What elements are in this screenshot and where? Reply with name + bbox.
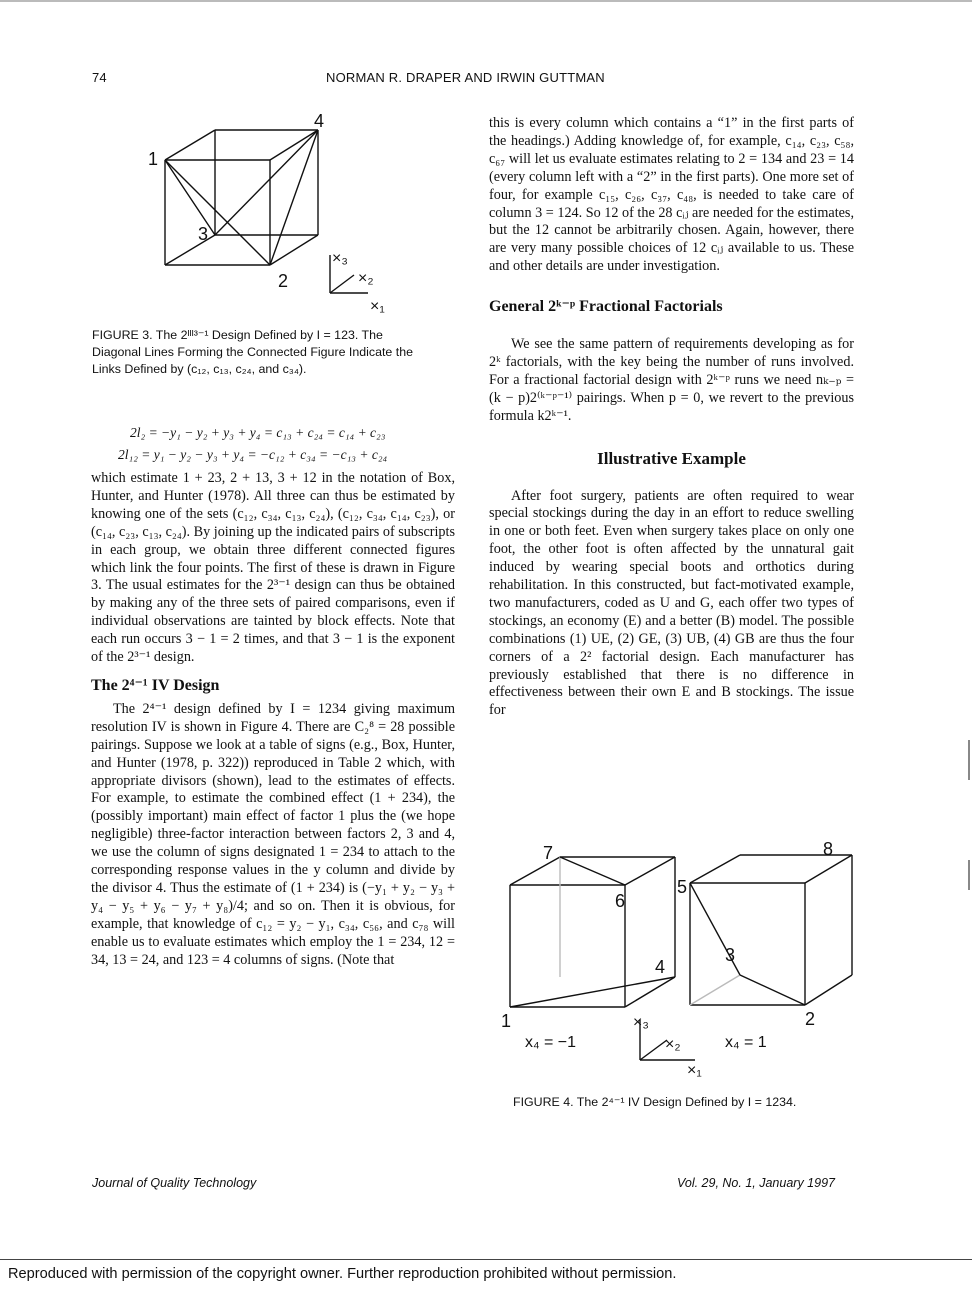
top-rule [0,0,972,2]
fig3-diagonal [215,130,318,235]
fig4-vertex-6: 6 [615,891,626,911]
section-heading-2-4-1: The 2⁴⁻¹ IV Design [91,676,220,694]
copyright-notice: Reproduced with permission of the copyright owner. Further reproduction prohibited without permission. [8,1266,677,1282]
fig3-vertex-1: 1 [148,149,159,169]
fig4-edge [690,855,740,883]
fig4-left-cube-label: x₄ = −1 [525,1034,577,1051]
left-paragraph-2: The 2⁴⁻¹ design defined by I = 1234 giving maximum resolution IV is shown in Figure 4. There are C₂⁸ = 28 possible pairings. Suppose we look at a table of signs (e.g., Box, Hunter, and Hunter (1978, p. 322)) reproduced in Table 2 which, with appropriate divisors (shown), lead to the estimates of effects. For example, to estimate the combined effect (1 + 234), the (possibly important) main effect of factor 1 plus the (we hope negligible) three-factor interaction between factors 2, 3 and 4, we use the column of signs designated 1 = 234 to attach to the corresponding response values in the y column and divide by the divisor 4. Thus the estimate of (1 + 234) is (−y₁ + y₂ − y₃ + y₄ − y₅ + y₆ − y₇ + y₈)/4; and so on. Then it is obvious, for example, that knowledge of c₁₂ = y₂ − y₁, c₃₄, c₅₆, and c₇₈ will enable us to evaluate estimates which employ the 1 = 234, 12 = 34, 13 = 24, and 123 = 4 columns of signs. (Note that [91,700,455,968]
fig3-edge [270,235,318,265]
left-paragraph-1: which estimate 1 + 23, 2 + 13, 3 + 12 in the notation of Box, Hunter, and Hunter (1978). All three can thus be estimated by knowing one of the sets (c₁₂, c₃₄, c₁₃, c₂₄), (c₁₂, c₃₄, c₁₄, c₂₃), or (c₁₄, c₂₃, c₁₃, c₂₄). By joining up the indicated pairs of subscripts in each group, we obtain three different connected figures which link the four points. The first of these is drawn in Figure 3. The usual estimates for the 2³⁻¹ design can thus be obtained by making any of the three sets of paired comparisons, even if individual observations are tainted by block effects. Note that each run occurs 3 − 1 = 2 times, and that 3 − 1 is the exponent of the 2³⁻¹ design. [91,470,455,666]
figure-3-caption [92,327,472,378]
caption-line: Diagonal Lines Forming the Connected Figure Indicate the [92,345,413,359]
fig4-vertex-2: 2 [805,1009,816,1029]
right-paragraph-3: After foot surgery, patients are often required to wear special stockings during the day in an effort to reduce swelling in one or both feet. Even when surgery takes place on only one foot, the other foot is often affected by the unnatural gait induced by wearing special boots and orthotics during rehabilitation. In this constructed, but fact-motivated example, two manufacturers, coded as U and G, each offer two types of stockings, an economy (E) and a better (B) model. The possible combinations (1) UE, (2) GE, (3) UB, (4) GB are thus the four corners of a 2² factorial design. Each manufacturer has previously established that there is no difference in effectiveness between their own E and B stockings. The issue for [489,487,854,719]
caption-line: Links Defined by (c₁₂, c₁₃, c₂₄, and c₃₄). [92,362,307,376]
right-column [489,115,854,720]
bottom-rule [0,1259,972,1260]
fig3-axis-x2-label: ×₂ [358,270,374,287]
fig4-vertex-5: 5 [677,877,688,897]
scan-artifact [968,740,970,780]
fig4-axis-x1-label: ×₁ [687,1062,702,1079]
fig4-axis-x2 [640,1040,667,1060]
fig4-vertex-8: 8 [823,839,834,859]
volume-info: Vol. 29, No. 1, January 1997 [677,1176,835,1190]
fig4-axis-x2-label: ×₂ [665,1036,681,1053]
fig4-axis-x3-label: ×₃ [633,1014,649,1031]
fig3-vertex-4: 4 [314,111,325,131]
fig3-vertex-3: 3 [198,224,209,244]
right-paragraph-1: this is every column which contains a “1” in the first parts of the headings.) Adding knowledge of, for example, c₁₄, c₂₃, c₅₈, c₆₇ will let us evaluate estimates relating to 2 = 134 and 23 = 14 (every column left with a “2” in the first parts). One more set of four, for example c₁₅, c₂₆, c₃₇, c₄₈, is needed to take care of column 3 = 124. So 12 of the 28 cᵢⱼ are needed for the estimates, but the 12 cannot be arbitrarily chosen. Again, however, there are very many possible choices of 12 cᵢⱼ available to us. These and other details are under investigation. [489,115,854,275]
fig4-vertex-3: 3 [725,945,736,965]
fig3-edge [165,130,215,160]
right-paragraph-2: We see the same pattern of requirements developing as for 2ᵏ factorials, with the key being the number of runs involved. For a fractional factorial design with 2ᵏ⁻ᵖ runs we need nₖ₋ₚ = (k − p)2⁽ᵏ⁻ᵖ⁻¹⁾ pairings. When p = 0, we revert to the previous formula k2ᵏ⁻¹. [489,336,854,424]
fig4-edge [625,857,675,885]
fig4-diagonal [560,857,625,885]
fig3-axis-x3-label: ×₃ [332,250,348,267]
fig4-edge [805,855,852,883]
journal-name: Journal of Quality Technology [92,1176,257,1190]
equation-2l12: 2l₁₂ = y₁ − y₂ − y₃ + y₄ = −c₁₂ + c₃₄ = −c₁₃ + c₂₄ [118,447,388,462]
equation-2l2: 2l₂ = −y₁ − y₂ + y₃ + y₄ = c₁₃ + c₂₄ = c₁₄ + c₂₃ [130,425,386,440]
left-column [91,470,455,969]
fig4-vertex-7: 7 [543,843,554,863]
fig4-vertex-1: 1 [501,1011,512,1031]
scan-artifact [968,860,970,890]
page-number: 74 [92,70,107,85]
fig3-diagonal [270,130,318,265]
fig4-right-cube-label: x₄ = 1 [725,1034,767,1051]
section-heading-illustrative: Illustrative Example [597,448,746,468]
fig4-edge [805,975,852,1005]
figure-4 [495,835,865,1085]
fig3-edge [270,130,318,160]
running-head: NORMAN R. DRAPER AND IRWIN GUTTMAN [326,70,605,85]
fig3-axis-x1-label: ×₁ [370,298,385,315]
caption-line: FIGURE 3. The 2ᴵᴵᴵ³⁻¹ Design Defined by I = 123. The [92,328,383,342]
figure-4-caption: FIGURE 4. The 2⁴⁻¹ IV Design Defined by I = 1234. [513,1095,797,1109]
fig3-axis-x2 [330,275,354,293]
section-heading-general: General 2ᵏ⁻ᵖ Fractional Factorials [489,298,723,316]
fig3-vertex-2: 2 [278,271,289,291]
fig3-diagonal [165,160,270,265]
fig4-edge [690,975,740,1005]
fig4-diagonal [740,975,805,1005]
fig4-vertex-4: 4 [655,957,666,977]
figure-3 [140,105,430,320]
